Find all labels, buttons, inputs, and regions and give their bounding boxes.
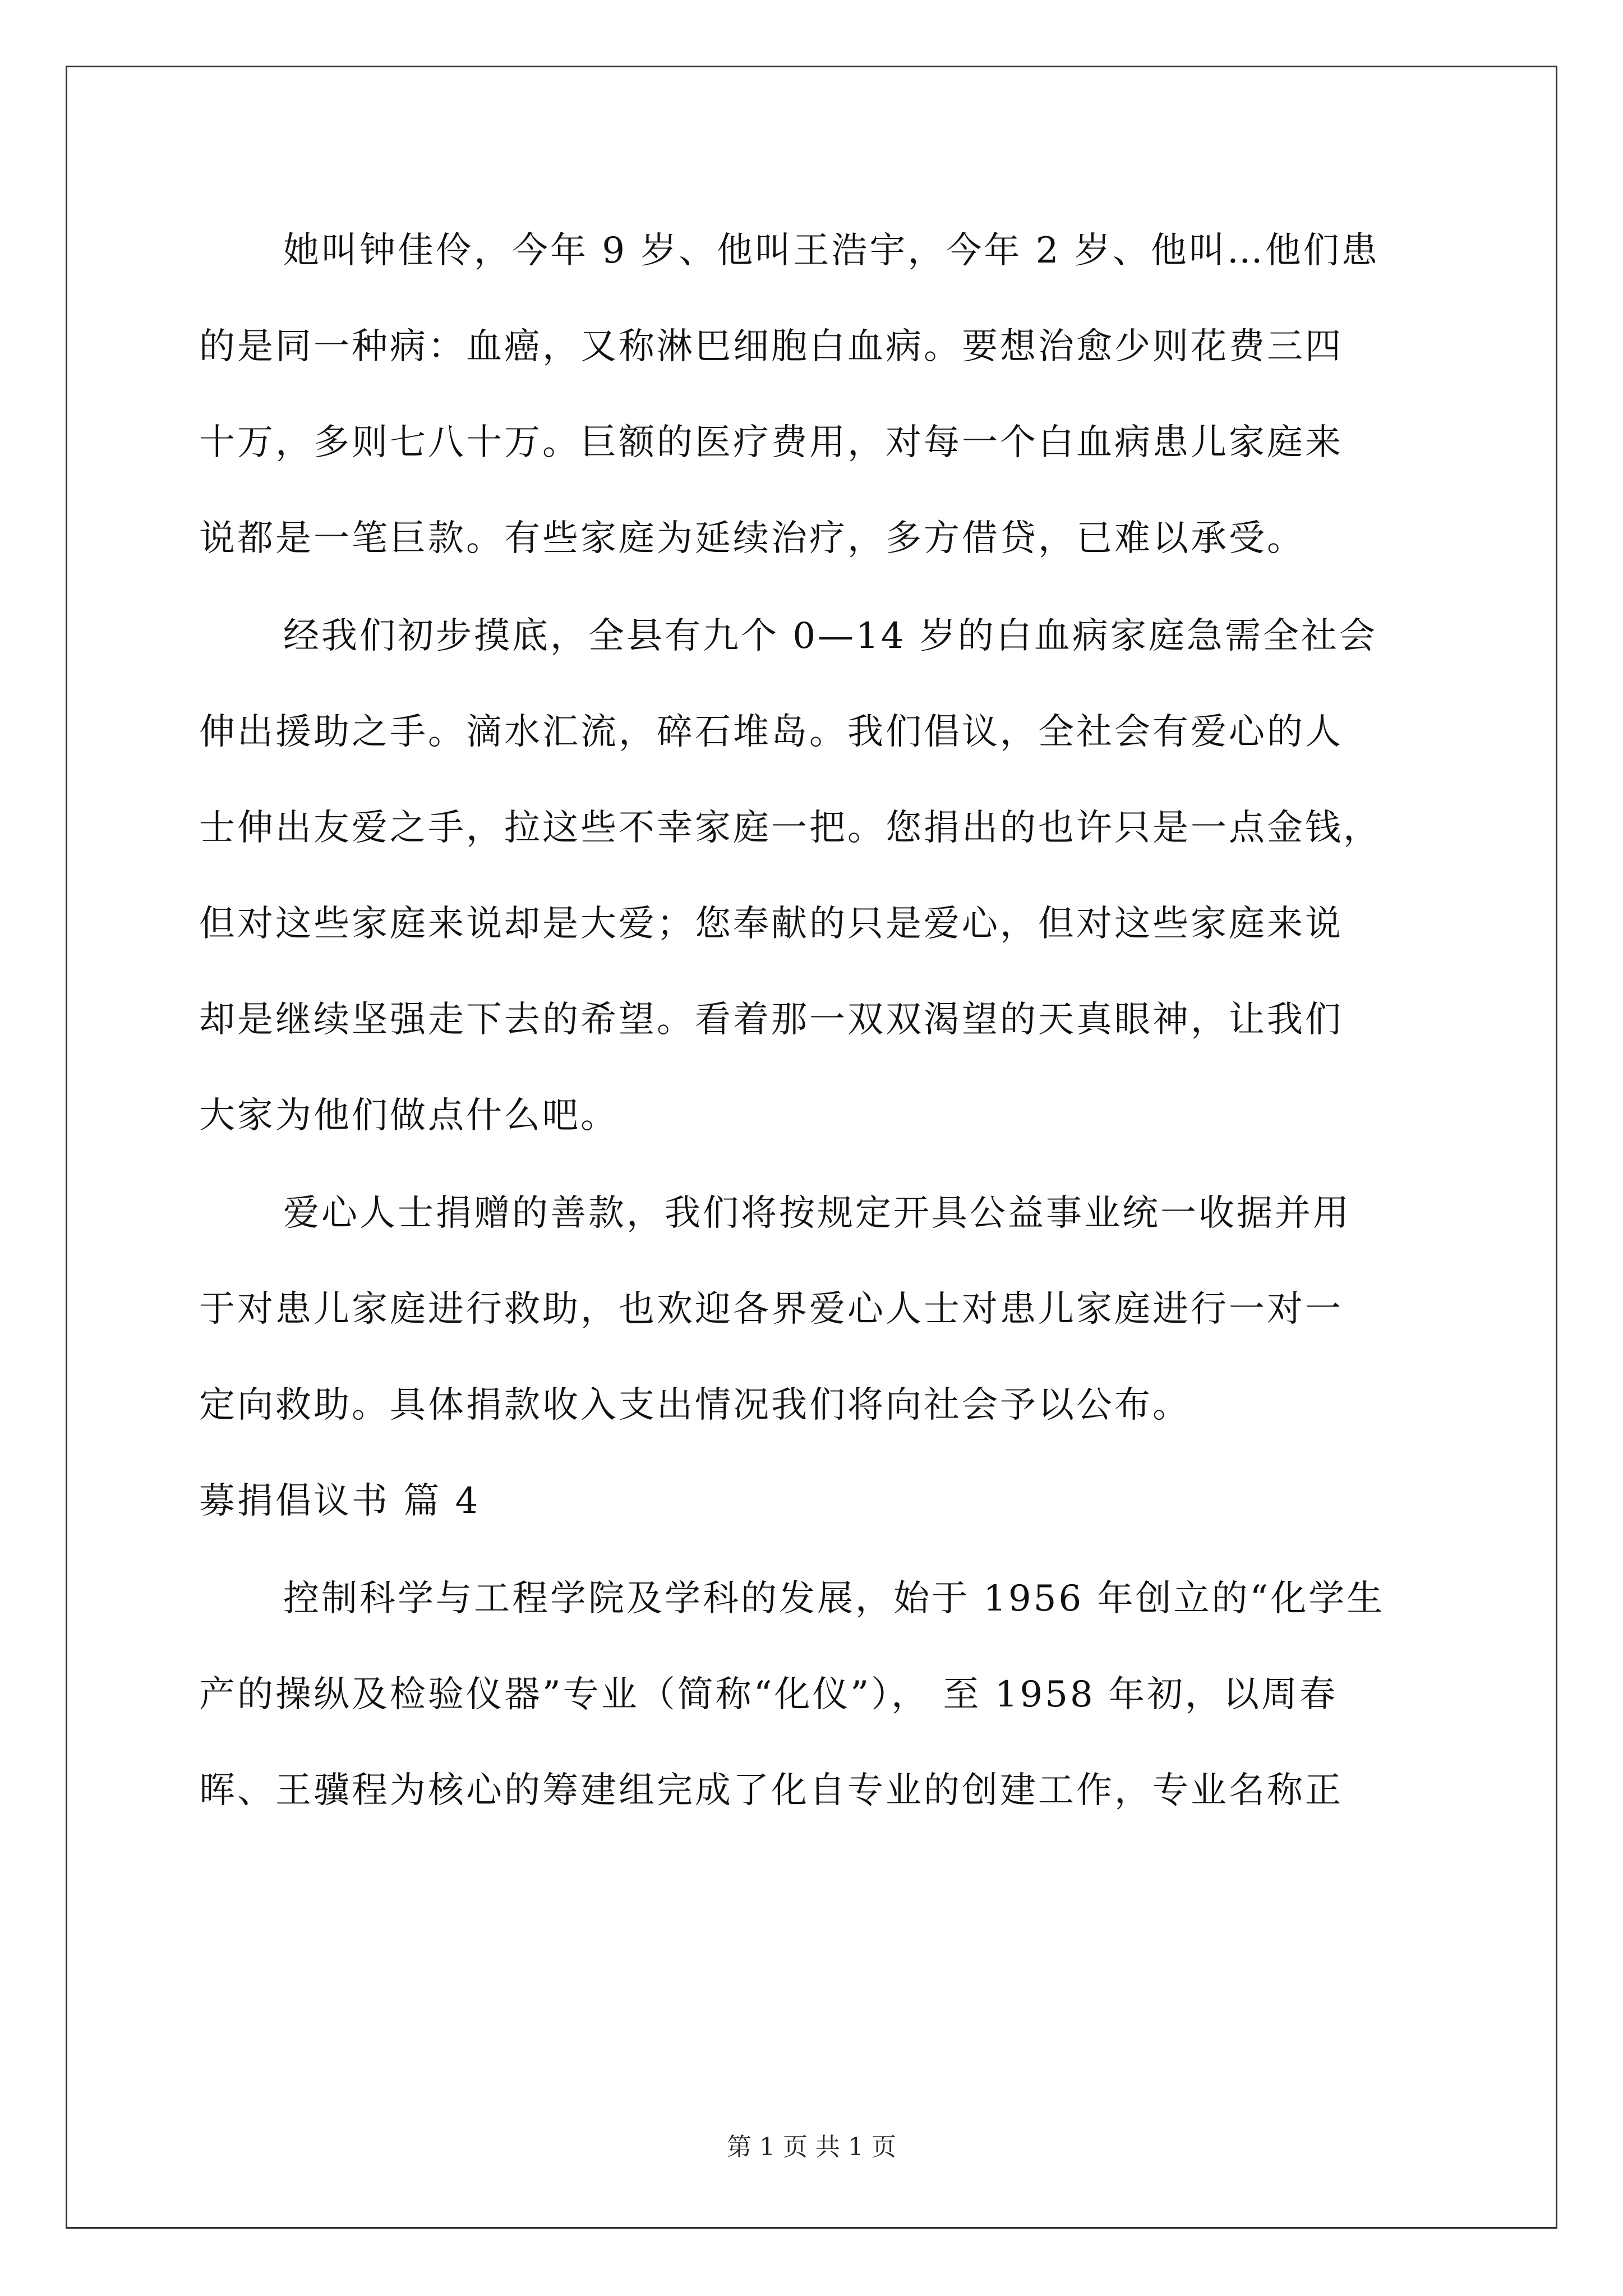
paragraph-line: 产的操纵及检验仪器”专业（简称“化仪”）， 至 1958 年初，以周春 [199,1674,1338,1715]
page-footer: 第 1 页 共 1 页 [727,2133,896,2161]
paragraph-line: 爱心人士捐赠的善款，我们将按规定开具公益事业统一收据并用 [283,1193,1351,1234]
paragraph-line: 大家为他们做点什么吧。 [199,1095,619,1137]
paragraph-line: 她叫钟佳伶，今年 9 岁、他叫王浩宇，今年 2 岁、他叫…他们患 [283,230,1380,272]
paragraph-line: 说都是一笔巨款。有些家庭为延续治疗，多方借贷，已难以承受。 [199,518,1305,559]
page-border [66,66,1557,2229]
paragraph-line: 士伸出友爱之手，拉这些不幸家庭一把。您捐出的也许只是一点金钱， [199,807,1381,849]
paragraph-line: 控制科学与工程学院及学科的发展，始于 1956 年创立的“化学生 [283,1578,1385,1619]
paragraph-line: 伸出援助之手。滴水汇流，碎石堆岛。我们倡议，全社会有爱心的人 [199,711,1343,753]
paragraph-line: 晖、王骥程为核心的筹建组完成了化自专业的创建工作，专业名称正 [199,1770,1343,1811]
paragraph-line: 定向救助。具体捐款收入支出情况我们将向社会予以公布。 [199,1384,1191,1426]
paragraph-line: 却是继续坚强走下去的希望。看着那一双双渴望的天真眼神，让我们 [199,999,1343,1041]
paragraph-line: 于对患儿家庭进行救助，也欢迎各界爱心人士对患儿家庭进行一对一 [199,1289,1343,1330]
paragraph-line: 经我们初步摸底，全县有九个 0—14 岁的白血病家庭急需全社会 [283,615,1377,657]
paragraph-line: 的是同一种病：血癌，又称淋巴细胞白血病。要想治愈少则花费三四 [199,326,1343,367]
paragraph-line: 十万，多则七八十万。巨额的医疗费用，对每一个白血病患儿家庭来 [199,422,1343,463]
section-heading: 募捐倡议书 篇 4 [199,1480,481,1522]
paragraph-line: 但对这些家庭来说却是大爱；您奉献的只是爱心，但对这些家庭来说 [199,903,1343,945]
